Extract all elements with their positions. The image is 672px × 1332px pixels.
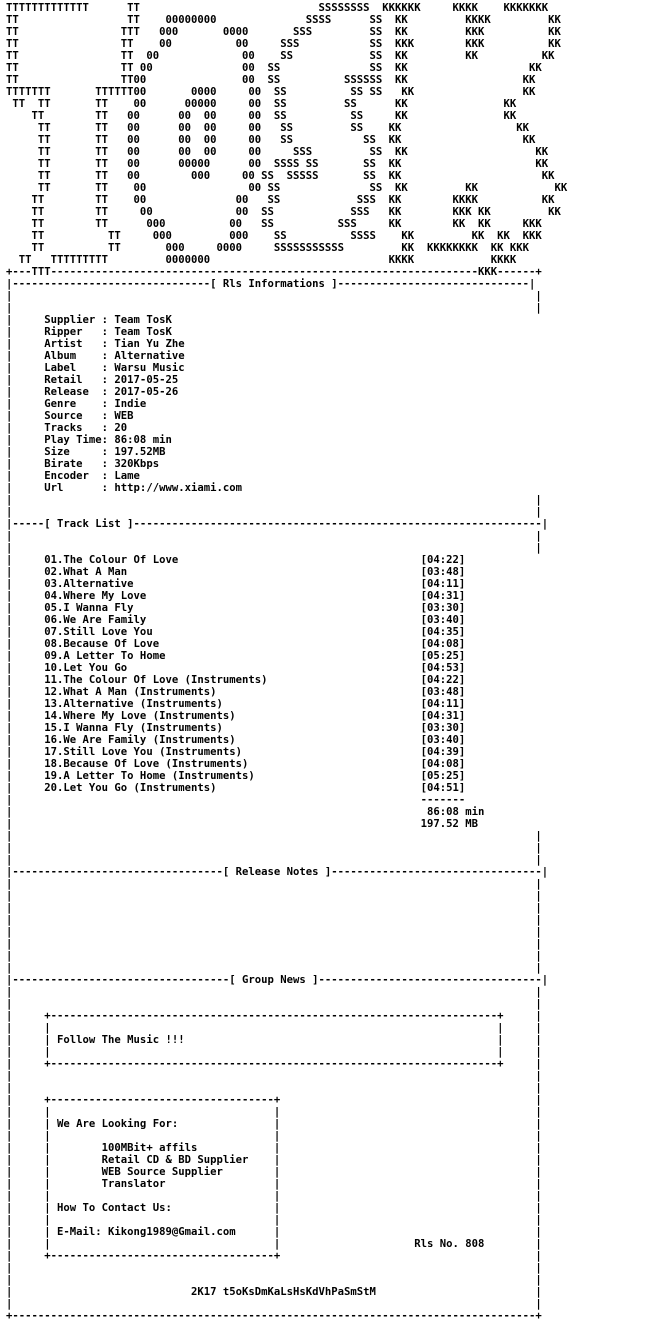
nfo-line: | | <box>6 890 542 902</box>
nfo-line: | Play Time: 86:08 min <box>6 434 172 446</box>
nfo-line: | +-----------------------------------+ | <box>6 1250 542 1262</box>
nfo-line: | 13.Alternative (Instruments) [04:11] <box>6 698 466 710</box>
nfo-line: | | WEB Source Supplier | | <box>6 1166 542 1178</box>
nfo-line: | | <box>6 962 542 974</box>
nfo-line: | | <box>6 1082 542 1094</box>
nfo-line: | Supplier : Team TosK <box>6 314 172 326</box>
nfo-line: |---------------------------------[ Release Notes ]---------------------------------| <box>6 866 549 878</box>
nfo-line: | | <box>6 494 542 506</box>
nfo-line: | | <box>6 530 542 542</box>
nfo-line: | | | | <box>6 1190 542 1202</box>
nfo-line: | +----------------------------------------------------------------------+ | <box>6 1058 542 1070</box>
nfo-line: | | <box>6 1070 542 1082</box>
nfo-line: | Ripper : Team TosK <box>6 326 172 338</box>
nfo-line: | Source : WEB <box>6 410 134 422</box>
nfo-line: | Encoder : Lame <box>6 470 140 482</box>
nfo-line: +---TTT-------------------------------------------------------------------KKK------+ <box>6 266 542 278</box>
nfo-line: | 09.A Letter To Home [05:25] <box>6 650 466 662</box>
nfo-line: | | <box>6 950 542 962</box>
nfo-line: | Release : 2017-05-26 <box>6 386 179 398</box>
nfo-line: +----------------------------------------------------------------------------------+ <box>6 1310 542 1322</box>
nfo-line: | Label : Warsu Music <box>6 362 185 374</box>
nfo-line: | | Translator | | <box>6 1178 542 1190</box>
nfo-line: | 10.Let You Go [04:53] <box>6 662 466 674</box>
nfo-line: | 08.Because Of Love [04:08] <box>6 638 466 650</box>
nfo-line: | 197.52 MB <box>6 818 478 830</box>
nfo-line: TT TT 000 00 SS SSS KK KK KK KKK <box>6 218 542 230</box>
nfo-line: | | <box>6 302 542 314</box>
nfo-line: TT TT00 00 SS SSSSSS KK KK <box>6 74 536 86</box>
nfo-line: | +----------------------------------------------------------------------+ | <box>6 1010 542 1022</box>
nfo-line: TT TT 00 000 00 SS SSSSS SS KK KK <box>6 170 555 182</box>
nfo-line: |----------------------------------[ Group News ]-----------------------------------| <box>6 974 549 986</box>
nfo-line: | | Retail CD & BD Supplier | | <box>6 1154 542 1166</box>
nfo-line: |-------------------------------[ Rls Informations ]------------------------------| <box>6 278 536 290</box>
nfo-line: | 18.Because Of Love (Instruments) [04:08] <box>6 758 466 770</box>
nfo-line: | | <box>6 902 542 914</box>
nfo-line: | 11.The Colour Of Love (Instruments) [04:22] <box>6 674 466 686</box>
nfo-line: TT TT 00 00000 00 SSSS SS SS KK KK <box>6 158 549 170</box>
nfo-line: | 07.Still Love You [04:35] <box>6 626 466 638</box>
nfo-line: | 14.Where My Love (Instruments) [04:31] <box>6 710 466 722</box>
nfo-line: | | <box>6 506 542 518</box>
nfo-line: | | | | <box>6 1106 542 1118</box>
nfo-line: | 15.I Wanna Fly (Instruments) [03:30] <box>6 722 466 734</box>
nfo-line: TT TT 00 00 SS SS KK KK <box>6 62 542 74</box>
nfo-line: TT TT 00 00 00 00 SS SS KK KK <box>6 110 517 122</box>
nfo-line: | 02.What A Man [03:48] <box>6 566 466 578</box>
nfo-line: | 06.We Are Family [03:40] <box>6 614 466 626</box>
nfo-line: | +-----------------------------------+ | <box>6 1094 542 1106</box>
nfo-line: TT TT 00 00 SS SSS KK KKK KK KK <box>6 206 561 218</box>
nfo-line: | 16.We Are Family (Instruments) [03:40] <box>6 734 466 746</box>
nfo-line: | | <box>6 878 542 890</box>
nfo-line: | 05.I Wanna Fly [03:30] <box>6 602 466 614</box>
nfo-line: | 86:08 min <box>6 806 485 818</box>
nfo-line: | | | | <box>6 1130 542 1142</box>
nfo-line: TT TT 00 00 00 00 SSS SS KK KK <box>6 146 549 158</box>
nfo-line: | 19.A Letter To Home (Instruments) [05:25] <box>6 770 466 782</box>
nfo-line: | | <box>6 938 542 950</box>
nfo-line: | | E-Mail: Kikong1989@Gmail.com | | <box>6 1226 542 1238</box>
nfo-line: | | | Rls No. 808 | <box>6 1238 542 1250</box>
nfo-line: | Birate : 320Kbps <box>6 458 160 470</box>
nfo-line: TTTTTTTTTTTTT TT SSSSSSSS KKKKKK KKKK KKKKKKK <box>6 2 549 14</box>
nfo-line: | | <box>6 926 542 938</box>
nfo-line: | | <box>6 854 542 866</box>
nfo-line: | | <box>6 986 542 998</box>
nfo-line: | | Follow The Music !!! | | <box>6 1034 542 1046</box>
nfo-line: | | 100MBit+ affils | | <box>6 1142 542 1154</box>
nfo-line: TT TTT 000 0000 SSS SS KK KKK KK <box>6 26 561 38</box>
nfo-line: TT TT 00 00 00 00 SS SS KK KK <box>6 122 529 134</box>
nfo-line: TT TT 00 00 00 00 SS SS KK KK <box>6 134 536 146</box>
nfo-line: | 01.The Colour Of Love [04:22] <box>6 554 466 566</box>
nfo-line: | 17.Still Love You (Instruments) [04:39] <box>6 746 466 758</box>
nfo-line: TTTTTTT TTTTTT00 0000 00 SS SS SS KK KK <box>6 86 536 98</box>
nfo-line: | | <box>6 830 542 842</box>
nfo-line: | | <box>6 998 542 1010</box>
nfo-line: | Artist : Tian Yu Zhe <box>6 338 185 350</box>
nfo-line: | Album : Alternative <box>6 350 185 362</box>
nfo-line: | | | | <box>6 1214 542 1226</box>
nfo-line: |-----[ Track List ]----------------------------------------------------------------| <box>6 518 549 530</box>
nfo-line: | | | | <box>6 1046 542 1058</box>
nfo-line: | Retail : 2017-05-25 <box>6 374 179 386</box>
nfo-line: | Tracks : 20 <box>6 422 128 434</box>
nfo-line: TT TT 00 00 SS SS KK KK KK <box>6 50 555 62</box>
nfo-line: | 20.Let You Go (Instruments) [04:51] <box>6 782 466 794</box>
nfo-line: | | <box>6 914 542 926</box>
nfo-line: | | <box>6 1274 542 1286</box>
nfo-line: TT TT 00 00 SS SS KK KK KK <box>6 182 568 194</box>
nfo-line: | | How To Contact Us: | | <box>6 1202 542 1214</box>
nfo-line: TT TT TT 00 00000 00 SS SS KK KK <box>6 98 517 110</box>
nfo-line: | Size : 197.52MB <box>6 446 166 458</box>
nfo-line: | | We Are Looking For: | | <box>6 1118 542 1130</box>
nfo-line: TT TT 00000000 SSSS SS KK KKKK KK <box>6 14 561 26</box>
nfo-line: TT TT 00 00 SSS SS KKK KKK KK <box>6 38 561 50</box>
nfo-line: | | <box>6 842 542 854</box>
nfo-line: TT TT 000 000 SS SSSS KK KK KK KKK <box>6 230 542 242</box>
nfo-line: | 04.Where My Love [04:31] <box>6 590 466 602</box>
nfo-line: | | <box>6 1298 542 1310</box>
nfo-line: TT TTTTTTTTT 0000000 KKKK KKKK <box>6 254 517 266</box>
nfo-line: | 2K17 t5oKsDmKaLsHsKdVhPaSmStM | <box>6 1286 542 1298</box>
nfo-line: | Genre : Indie <box>6 398 147 410</box>
nfo-line: | | <box>6 1262 542 1274</box>
nfo-line: | | <box>6 290 542 302</box>
nfo-line: | ------- <box>6 794 466 806</box>
nfo-line: | 12.What A Man (Instruments) [03:48] <box>6 686 466 698</box>
nfo-line: | | | | <box>6 1022 542 1034</box>
nfo-line: | 03.Alternative [04:11] <box>6 578 466 590</box>
nfo-line: | Url : http://www.xiami.com <box>6 482 242 494</box>
nfo-line: | | <box>6 542 542 554</box>
nfo-line: TT TT 00 00 SS SSS KK KKKK KK <box>6 194 555 206</box>
nfo-line: TT TT 000 0000 SSSSSSSSSSS KK KKKKKKKK KK KKK <box>6 242 529 254</box>
